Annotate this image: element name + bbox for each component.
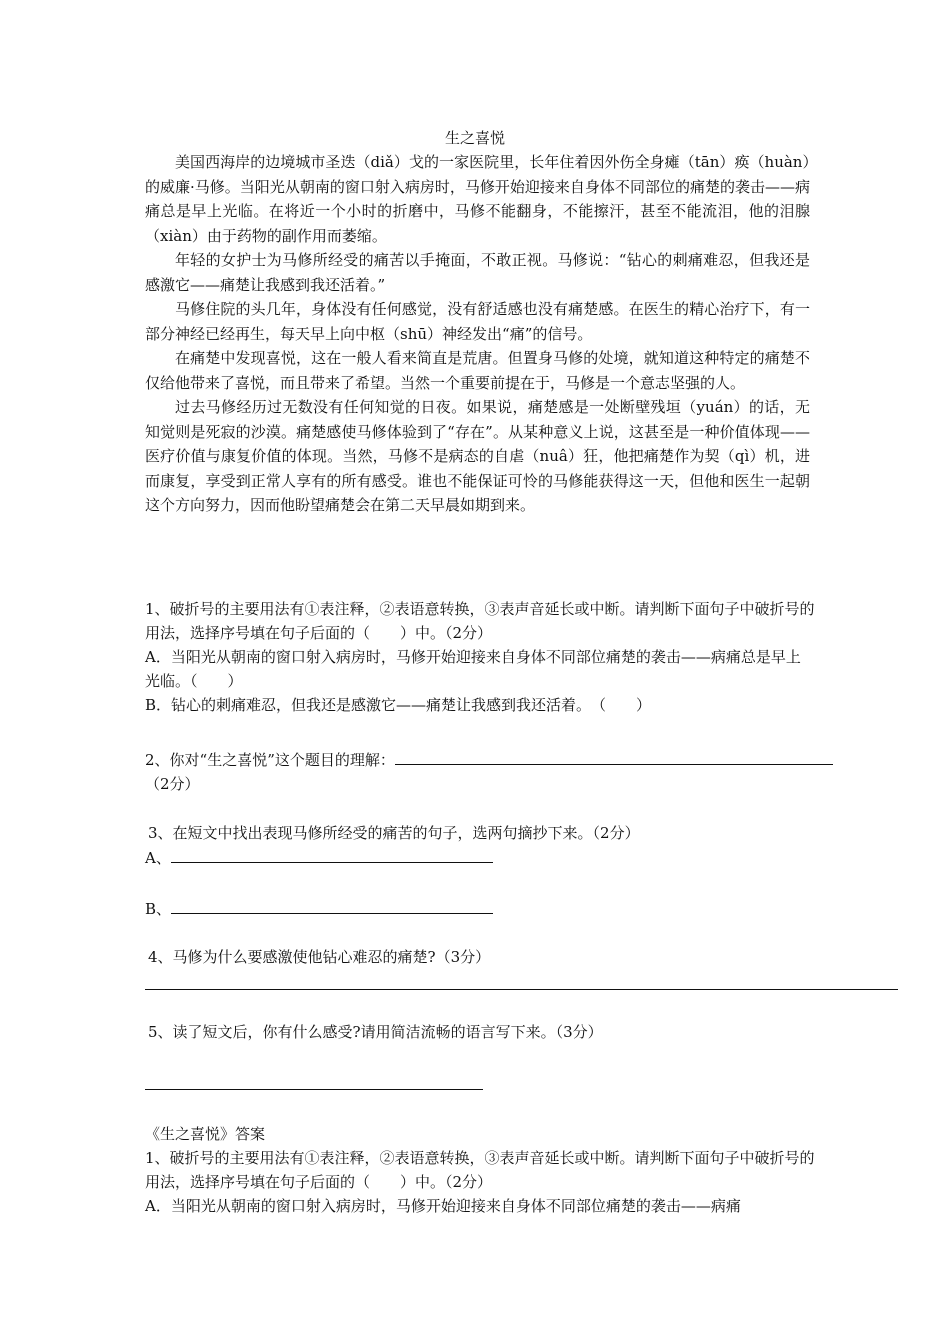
question-5-answer-line[interactable] — [145, 1089, 483, 1090]
answer-q1-option-a: A．当阳光从朝南的窗口射入病房时，马修开始迎接来自身体不同部位痛楚的袭击——病痛 — [145, 1197, 741, 1215]
article-paragraph-2: 年轻的女护士为马修所经受的痛苦以手掩面，不敢正视。马修说：“钻心的刺痛难忍，但我还是感激它——痛楚让我感到我还活着。” — [145, 251, 810, 294]
question-3-answer-line-a[interactable] — [171, 845, 493, 863]
question-3-stem: 3、在短文中找出表现马修所经受的痛苦的句子，选两句摘抄下来。（2分） — [148, 824, 640, 842]
article-paragraph-4: 在痛楚中发现喜悦，这在一般人看来简直是荒唐。但置身马修的处境，就知道这种特定的痛楚不仅给他带来了喜悦，而且带来了希望。当然一个重要前提在于，马修是一个意志坚强的人。 — [145, 349, 810, 392]
question-4 — [145, 945, 815, 969]
question-3-label-b: B、 — [145, 900, 172, 918]
question-1-stem: 1、破折号的主要用法有①表注释，②表语意转换，③表声音延长或中断。请判断下面句子中破折号的用法，选择序号填在句子后面的（ ）中。（2分） — [145, 600, 815, 642]
question-3-b-row — [145, 896, 815, 921]
question-5-stem: 5、读了短文后，你有什么感受?请用简洁流畅的语言写下来。（3分） — [148, 1023, 603, 1041]
question-4-stem: 4、马修为什么要感激使他钻心难忍的痛楚?（3分） — [148, 948, 491, 966]
question-2-stem: 2、你对“生之喜悦”这个题目的理解： — [145, 751, 395, 769]
article-paragraph-3: 马修住院的头几年，身体没有任何感觉，没有舒适感也没有痛楚感。在医生的精心治疗下，有一部分神经已经再生，每天早上向中枢（shū）神经发出“痛”的信号。 — [145, 300, 810, 343]
question-1 — [145, 597, 815, 717]
article-paragraph-1: 美国西海岸的边境城市圣迭（diǎ）戈的一家医院里，长年住着因外伤全身瘫（tān）痪（huàn）的威廉·马修。当阳光从朝南的窗口射入病房时，马修开始迎接来自身体不同部位的痛楚的袭击——病痛总是早上光临。在将近一个小时的折磨中，马修不能翻身，不能擦汗，甚至不能流泪，他的泪腺（xiàn）由于药物的副作用而萎缩。 — [145, 153, 810, 245]
question-2-answer-line[interactable] — [395, 747, 833, 765]
article-paragraph-5: 过去马修经历过无数没有任何知觉的日夜。如果说，痛楚感是一处断壁残垣（yuán）的话，无知觉则是死寂的沙漠。痛楚感使马修体验到了“存在”。从某种意义上说，这甚至是一种价值体现——医疗价值与康复价值的体现。当然，马修不是病态的自虐（nuâ）狂，他把痛楚作为契（qì）机，进而康复，享受到正常人享有的所有感受。谁也不能保证可怜的马修能获得这一天，但他和医生一起朝这个方向努力，因而他盼望痛楚会在第二天早晨如期到来。 — [145, 398, 810, 514]
question-5 — [145, 1020, 815, 1044]
question-2 — [145, 747, 875, 796]
answer-q1-stem: 1、破折号的主要用法有①表注释，②表语意转换，③表声音延长或中断。请判断下面句子中破折号的用法，选择序号填在句子后面的（ ）中。（2分） — [145, 1149, 815, 1191]
answer-section — [145, 1122, 815, 1218]
question-3 — [145, 821, 815, 870]
question-3-answer-line-b[interactable] — [171, 896, 493, 914]
article-title: 生之喜悦 — [444, 129, 505, 147]
question-1-option-b: B．钻心的刺痛难忍，但我还是感激它——痛楚让我感到我还活着。 （ ） — [145, 696, 652, 714]
question-1-option-a: A．当阳光从朝南的窗口射入病房时，马修开始迎接来自身体不同部位痛楚的袭击——病痛总是早上光临。（ ） — [145, 648, 801, 690]
question-3-label-a: A、 — [145, 849, 171, 867]
question-2-score: （2分） — [145, 775, 200, 793]
question-4-answer-line[interactable] — [145, 989, 898, 990]
article-body — [145, 150, 810, 518]
answer-heading: 《生之喜悦》答案 — [145, 1125, 266, 1143]
